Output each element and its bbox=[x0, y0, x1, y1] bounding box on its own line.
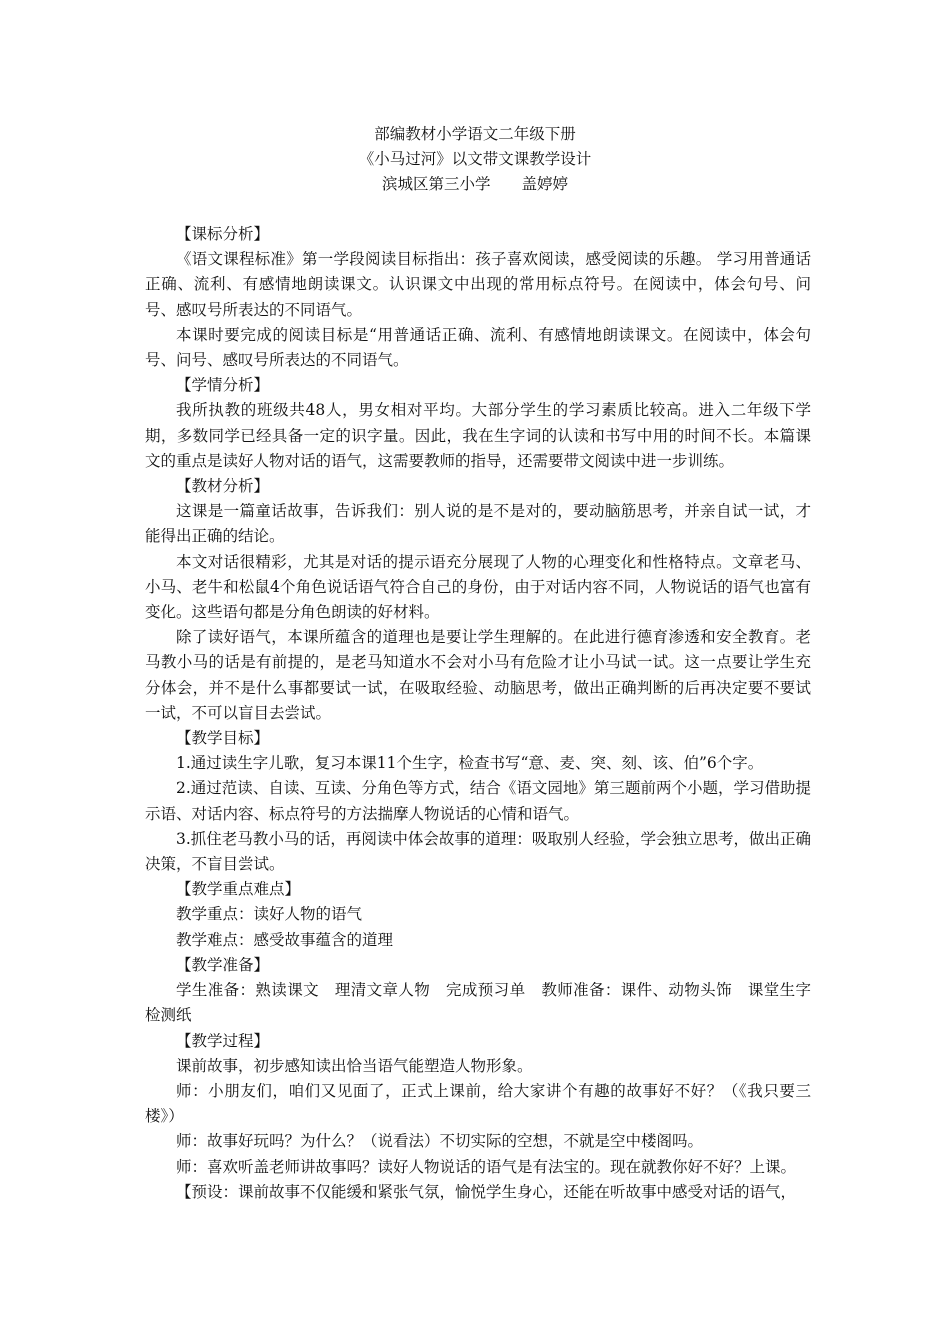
paragraph: 教学重点：读好人物的语气 bbox=[176, 905, 363, 924]
objective-item: 1.通过读生字儿歌，复习本课11个生字，检查书写“意、麦、突、刻、该、伯”6个字。 bbox=[176, 754, 764, 773]
header-author: 滨城区第三小学 盖婷婷 bbox=[381, 175, 568, 193]
header-subject: 部编教材小学语文二年级下册 bbox=[374, 125, 576, 143]
section-heading-standards: 【课标分析】 bbox=[176, 225, 270, 243]
section-heading-textbook: 【教材分析】 bbox=[176, 477, 270, 496]
paragraph: 学生准备：熟读课文 理清文章人物 完成预习单 教师准备：课件、动物头饰 课堂生字检测纸 bbox=[145, 981, 811, 1025]
paragraph: 师：小朋友们，咱们又见面了，正式上课前，给大家讲个有趣的故事好不好？（《我只要三楼》） bbox=[145, 1081, 811, 1126]
paragraph: 除了读好语气，本课所蕴含的道理也是要让学生理解的。在此进行德育渗透和安全教育。老马教小马的话是有前提的，是老马知道水不会对小马有危险才让小马试一试。这一点要让学生充分体会，并不是什么事都要试一试，在吸取经验、动脑思考，做出正确判断的后再决定要不要试一试，不可以盲目去尝试。 bbox=[145, 628, 811, 722]
document-header bbox=[0, 122, 950, 197]
paragraph: 课前故事，初步感知读出恰当语气能塑造人物形象。 bbox=[176, 1056, 533, 1075]
header-title: 《小马过河》以文带文课教学设计 bbox=[358, 150, 592, 168]
section-heading-process: 【教学过程】 bbox=[176, 1031, 270, 1050]
objective-item: 2.通过范读、自读、互读、分角色等方式，结合《语文园地》第三题前两个小题，学习借助提示语、对话内容、标点符号的方法揣摩人物说话的心情和语气。 bbox=[145, 779, 811, 823]
paragraph: 我所执教的班级共48人，男女相对平均。大部分学生的学习素质比较高。进入二年级下学期，多数同学已经具备一定的识字量。因此，我在生字词的认读和书写中用的时间不长。本篇课文的重点是读好人物对话的语气，这需要教师的指导，还需要带文阅读中进一步训练。 bbox=[145, 401, 811, 470]
paragraph: 【预设：课前故事不仅能缓和紧张气氛，愉悦学生身心，还能在听故事中感受对话的语气， bbox=[176, 1182, 797, 1201]
section-heading-students: 【学情分析】 bbox=[176, 376, 270, 395]
paragraph: 《语文课程标准》第一学段阅读目标指出：孩子喜欢阅读，感受阅读的乐趣。 学习用普通话正确、流利、有感情地朗读课文。认识课文中出现的常用标点符号。在阅读中，体会句号、问号、感叹号所表达的不同语气。 bbox=[145, 250, 811, 319]
paragraph: 这课是一篇童话故事，告诉我们：别人说的是不是对的，要动脑筋思考，并亲自试一试，才能得出正确的结论。 bbox=[145, 502, 811, 546]
objective-item: 3.抓住老马教小马的话，再阅读中体会故事的道理：吸取别人经验，学会独立思考，做出正确决策，不盲目尝试。 bbox=[145, 829, 811, 874]
paragraph: 本课时要完成的阅读目标是“用普通话正确、流利、有感情地朗读课文。在阅读中，体会句号、问号、感叹号所表达的不同语气。 bbox=[145, 325, 811, 370]
section-heading-key-points: 【教学重点难点】 bbox=[176, 880, 301, 899]
document-body bbox=[145, 222, 811, 1205]
paragraph: 本文对话很精彩，尤其是对话的提示语充分展现了人物的心理变化和性格特点。文章老马、小马、老牛和松鼠4个角色说话语气符合自己的身份，由于对话内容不同，人物说话的语气也富有变化。这些语句都是分角色朗读的好材料。 bbox=[145, 552, 811, 622]
section-heading-objectives: 【教学目标】 bbox=[176, 729, 270, 748]
paragraph: 教学难点：感受故事蕴含的道理 bbox=[176, 930, 394, 949]
section-heading-preparation: 【教学准备】 bbox=[176, 955, 270, 974]
paragraph: 师：故事好玩吗？为什么？（说看法）不切实际的空想，不就是空中楼阁吗。 bbox=[176, 1132, 704, 1151]
paragraph: 师：喜欢听盖老师讲故事吗？读好人物说话的语气是有法宝的。现在就教你好不好？上课。 bbox=[176, 1157, 797, 1176]
